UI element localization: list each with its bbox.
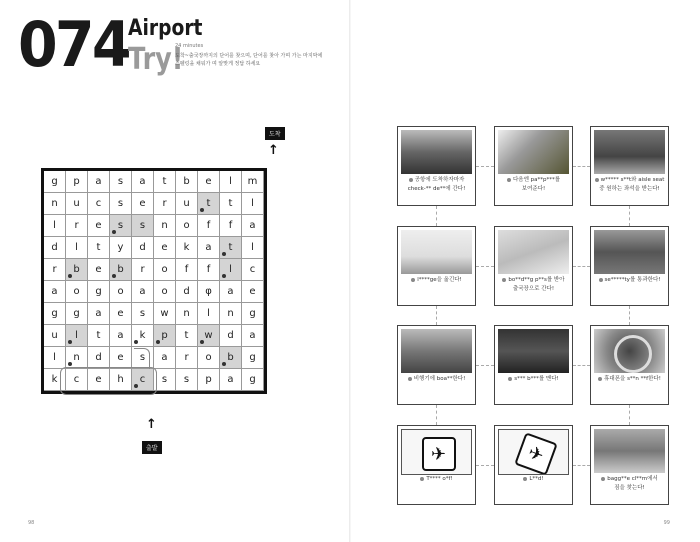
grid-cell: n: [176, 303, 198, 325]
grid-cell: c: [132, 369, 154, 391]
marker-dot-icon: [112, 230, 116, 234]
grid-cell: o: [110, 281, 132, 303]
grid-cell: a: [110, 325, 132, 347]
bullet-icon: [523, 477, 527, 481]
step-caption: [497, 475, 570, 484]
grid-cell: w: [198, 325, 220, 347]
arrival-arrow-icon: ↑: [268, 143, 279, 158]
step-caption: [497, 176, 570, 194]
grid-cell: b: [66, 259, 88, 281]
grid-cell: s: [132, 215, 154, 237]
grid-cell: k: [132, 325, 154, 347]
page-spine: [349, 0, 351, 542]
grid-cell: n: [44, 193, 66, 215]
step-photo: [401, 329, 472, 373]
caption-line-1: se*****ty를 통과한다!: [604, 277, 661, 283]
caption-line-1: s*** b***를 맨다!: [514, 376, 559, 382]
grid-cell: a: [198, 237, 220, 259]
grid-cell: φ: [198, 281, 220, 303]
bullet-icon: [420, 477, 424, 481]
step-caption: [497, 276, 570, 294]
marker-dot-icon: [156, 340, 160, 344]
grid-cell: s: [110, 215, 132, 237]
step-photo: [401, 130, 472, 174]
grid-cell: n: [220, 303, 242, 325]
grid-cell: e: [88, 215, 110, 237]
grid-cell: t: [154, 171, 176, 193]
grid-cell: g: [242, 369, 264, 391]
grid-cell: b: [110, 259, 132, 281]
grid-cell: t: [88, 237, 110, 259]
grid-cell: b: [220, 347, 242, 369]
step-photo: [401, 429, 472, 475]
caption-line-1: bo**d**g p**s를 받아: [508, 277, 565, 283]
grid-cell: f: [176, 259, 198, 281]
step-card: [397, 425, 476, 505]
grid-cell: o: [154, 281, 176, 303]
step-card: [494, 425, 573, 505]
grid-cell: r: [66, 215, 88, 237]
grid-cell: m: [242, 171, 264, 193]
caption-line-2: 출국장으로 간다!: [512, 286, 555, 292]
step-card: [397, 325, 476, 405]
grid-cell: b: [176, 171, 198, 193]
grid-cell: a: [242, 325, 264, 347]
flow-connector: [629, 405, 630, 425]
grid-cell: n: [66, 347, 88, 369]
step-caption: [400, 475, 473, 484]
grid-cell: e: [110, 303, 132, 325]
step-card: [590, 226, 669, 306]
bullet-icon: [408, 377, 412, 381]
bullet-icon: [595, 178, 599, 182]
step-photo: [594, 329, 665, 373]
lesson-title: Airport: [128, 16, 203, 41]
flow-connector: [629, 306, 630, 325]
grid-cell: l: [44, 215, 66, 237]
step-card: [494, 126, 573, 206]
grid-cell: a: [220, 369, 242, 391]
step-card: [494, 325, 573, 405]
grid-cell: e: [242, 281, 264, 303]
flow-connector: [476, 365, 494, 366]
marker-dot-icon: [200, 208, 204, 212]
instructions-line-1: 도착~출국장까지의 단어를 찾으며, 단어를 찾아 가며 가는 마지막에: [175, 53, 323, 59]
step-card: [590, 325, 669, 405]
caption-line-2: 중 원하는 좌석을 받는다!: [599, 186, 660, 192]
grid-cell: r: [44, 259, 66, 281]
word-search-grid: [41, 168, 267, 394]
caption-line-1: 휴대폰을 s**n **f한다!: [604, 376, 661, 382]
takeoff-icon: ✈: [422, 437, 456, 471]
grid-cell: d: [220, 325, 242, 347]
step-photo: [498, 329, 569, 373]
caption-line-1: 다음엔 pa**p***를: [512, 177, 561, 183]
grid-cell: e: [88, 369, 110, 391]
caption-line-1: 공항에 도착하자마자: [414, 177, 465, 183]
step-card: [590, 425, 669, 505]
route-outline-2: [134, 348, 150, 369]
grid-cell: o: [66, 281, 88, 303]
flow-connector: [476, 266, 494, 267]
flow-connector: [436, 405, 437, 425]
step-photo: [401, 230, 472, 274]
grid-cell: h: [110, 369, 132, 391]
grid-cell: a: [242, 215, 264, 237]
flow-connector: [436, 306, 437, 325]
caption-line-1: L**d!: [529, 476, 544, 482]
marker-dot-icon: [68, 340, 72, 344]
grid-cell: l: [220, 171, 242, 193]
grid-cell: t: [88, 325, 110, 347]
grid-cell: t: [198, 193, 220, 215]
grid-cell: s: [110, 171, 132, 193]
bullet-icon: [507, 178, 511, 182]
grid-cell: u: [66, 193, 88, 215]
step-card: [397, 126, 476, 206]
grid-cell: p: [154, 325, 176, 347]
lesson-subtitle: Try!: [128, 42, 184, 77]
step-card: [494, 226, 573, 306]
lesson-number: 074: [18, 8, 129, 81]
grid-cell: l: [242, 193, 264, 215]
grid-cell: g: [242, 303, 264, 325]
grid-cell: e: [88, 259, 110, 281]
grid-cell: g: [66, 303, 88, 325]
marker-dot-icon: [200, 340, 204, 344]
grid-cell: t: [220, 237, 242, 259]
step-photo: [498, 130, 569, 174]
grid-cell: e: [154, 237, 176, 259]
grid-cell: p: [198, 369, 220, 391]
grid-cell: a: [88, 303, 110, 325]
step-card: [397, 226, 476, 306]
caption-line-2: 짐을 찾는다!: [614, 485, 645, 491]
route-outline: [60, 367, 157, 395]
grid-cell: g: [242, 347, 264, 369]
grid-cell: d: [88, 347, 110, 369]
marker-dot-icon: [68, 274, 72, 278]
step-caption: [400, 176, 473, 194]
grid-cell: r: [176, 347, 198, 369]
grid-cell: l: [66, 325, 88, 347]
flow-connector: [573, 465, 590, 466]
marker-dot-icon: [134, 340, 138, 344]
no-phone-icon: [614, 335, 652, 373]
landing-icon: ✈: [514, 432, 558, 475]
grid-cell: k: [44, 369, 66, 391]
marker-dot-icon: [68, 362, 72, 366]
time-tag: 24 minutes: [175, 43, 204, 49]
grid-cell: r: [154, 193, 176, 215]
page-number-right: 99: [663, 520, 670, 526]
grid-cell: e: [110, 347, 132, 369]
bullet-icon: [599, 278, 603, 282]
caption-line-1: w***** s**t와 aisle seat: [600, 177, 665, 183]
grid-cell: t: [220, 193, 242, 215]
grid-cell: d: [44, 237, 66, 259]
grid-cell: f: [198, 259, 220, 281]
flow-connector: [476, 166, 494, 167]
departure-label: 출발: [142, 441, 162, 454]
step-photo: [594, 130, 665, 174]
grid-cell: l: [242, 237, 264, 259]
grid-cell: s: [132, 303, 154, 325]
flow-connector: [573, 166, 590, 167]
page-number-left: 98: [28, 520, 35, 526]
grid-cell: k: [176, 237, 198, 259]
caption-line-1: bagg**e cl**m에서: [607, 476, 658, 482]
bullet-icon: [508, 377, 512, 381]
marker-dot-icon: [222, 252, 226, 256]
grid-cell: g: [44, 303, 66, 325]
grid-cell: y: [110, 237, 132, 259]
grid-cell: s: [110, 193, 132, 215]
bullet-icon: [601, 477, 605, 481]
grid-cell: l: [198, 303, 220, 325]
grid-cell: a: [44, 281, 66, 303]
grid-cell: l: [44, 347, 66, 369]
grid-cell: t: [176, 325, 198, 347]
step-caption: [400, 276, 473, 285]
instructions: [175, 52, 325, 68]
step-caption: [593, 276, 666, 285]
step-photo: [498, 230, 569, 274]
grid-cell: c: [66, 369, 88, 391]
grid-cell: o: [176, 215, 198, 237]
departure-arrow-icon: ↑: [146, 417, 157, 432]
instructions-line-2: 스펠링을 채워가 며 알맞게 정답 하세요: [175, 61, 261, 67]
grid-cell: u: [44, 325, 66, 347]
grid-cell: a: [132, 171, 154, 193]
caption-line-2: check-** de**에 간다!: [407, 186, 466, 192]
step-caption: [593, 375, 666, 384]
grid-cell: e: [198, 171, 220, 193]
flow-connector: [573, 365, 590, 366]
grid-cell: e: [132, 193, 154, 215]
grid-cell: f: [198, 215, 220, 237]
step-photo: [594, 429, 665, 473]
flow-connector: [573, 266, 590, 267]
caption-line-1: 비행기에 boa**한다!: [413, 376, 466, 382]
grid-cell: a: [88, 171, 110, 193]
bullet-icon: [411, 278, 415, 282]
arrival-label: 도착: [265, 127, 285, 140]
grid-cell: p: [66, 171, 88, 193]
marker-dot-icon: [112, 274, 116, 278]
grid-cell: l: [220, 259, 242, 281]
grid-cell: f: [220, 215, 242, 237]
grid-cell: s: [132, 347, 154, 369]
step-caption: [400, 375, 473, 384]
caption-line-2: 보여준다!: [521, 186, 546, 192]
marker-dot-icon: [222, 274, 226, 278]
grid-cell: a: [154, 347, 176, 369]
grid-cell: l: [66, 237, 88, 259]
caption-line-1: T**** o*f!: [426, 476, 453, 482]
step-card: [590, 126, 669, 206]
flow-connector: [476, 465, 494, 466]
step-caption: [497, 375, 570, 384]
grid-cell: n: [154, 215, 176, 237]
grid-cell: d: [176, 281, 198, 303]
grid-cell: w: [154, 303, 176, 325]
bullet-icon: [598, 377, 602, 381]
grid-cell: o: [198, 347, 220, 369]
step-caption: [593, 475, 666, 493]
grid-cell: c: [242, 259, 264, 281]
step-caption: [593, 176, 666, 194]
bullet-icon: [502, 278, 506, 282]
bullet-icon: [409, 178, 413, 182]
grid-cell: u: [176, 193, 198, 215]
step-photo: [498, 429, 569, 475]
grid-cell: s: [176, 369, 198, 391]
flow-connector: [629, 206, 630, 226]
grid-cell: s: [154, 369, 176, 391]
grid-cell: o: [154, 259, 176, 281]
grid-cell: d: [132, 237, 154, 259]
caption-line-1: l****ge을 옮긴다!: [417, 277, 462, 283]
marker-dot-icon: [222, 362, 226, 366]
step-photo: [594, 230, 665, 274]
flow-connector: [436, 206, 437, 226]
grid-cell: r: [132, 259, 154, 281]
grid-cell: a: [220, 281, 242, 303]
grid-cell: g: [88, 281, 110, 303]
grid-cell: c: [88, 193, 110, 215]
grid-cell: a: [132, 281, 154, 303]
grid-cell: g: [44, 171, 66, 193]
